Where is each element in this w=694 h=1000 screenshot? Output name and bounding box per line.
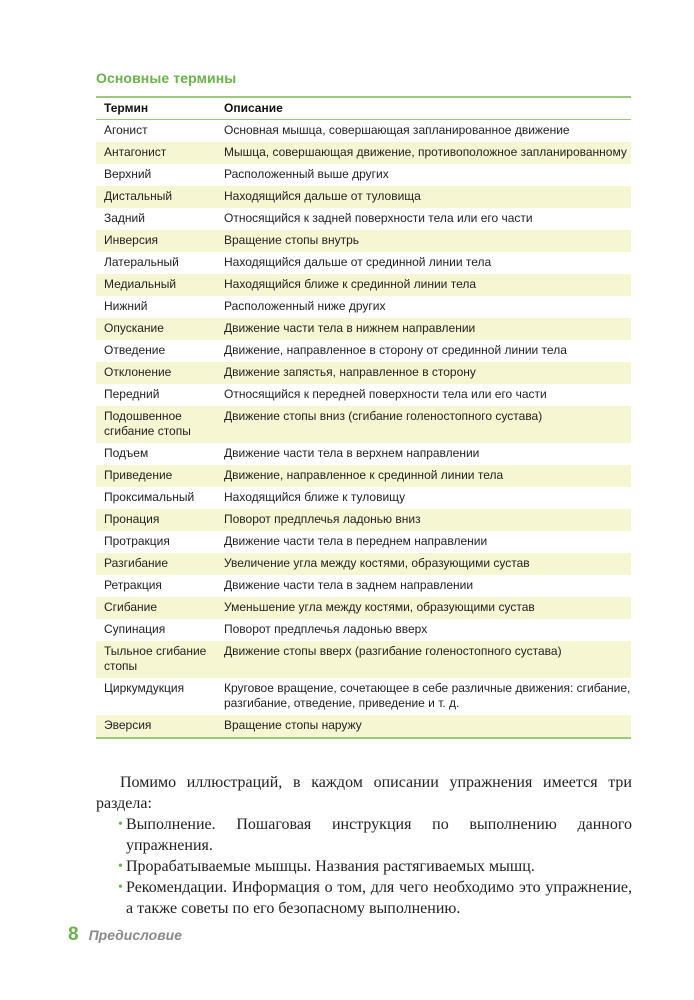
- table-row: [96, 619, 631, 641]
- bullet-icon: •: [118, 880, 123, 895]
- page-footer: [68, 924, 182, 946]
- table-row: [96, 142, 631, 164]
- list-item: [96, 856, 632, 877]
- description-cell: Движение стопы вверх (разгибание голеностопного сустава): [224, 644, 562, 658]
- description-cell: Движение, направленное к срединной линии тела: [224, 468, 504, 482]
- description-cell: Круговое вращение, сочетающее в себе различные движения: сгибание, разгибание, отведение, приведение и т. д.: [224, 681, 631, 710]
- list-item-text: Прорабатываемые мышцы. Названия растягиваемых мышц.: [126, 858, 535, 875]
- header-description: Описание: [224, 101, 283, 115]
- term-cell: Отклонение: [104, 365, 172, 379]
- description-cell: Движение, направленное в сторону от срединной линии тела: [224, 343, 567, 357]
- description-cell: Основная мышца, совершающая запланированное движение: [224, 123, 570, 137]
- description-cell: Находящийся ближе к туловищу: [224, 490, 406, 504]
- table-row: [96, 362, 631, 384]
- description-cell: Движение части тела в переднем направлении: [224, 534, 488, 548]
- term-cell: Задний: [104, 211, 145, 225]
- description-cell: Поворот предплечья ладонью вниз: [224, 512, 421, 526]
- description-cell: Относящийся к задней поверхности тела или его части: [224, 211, 533, 225]
- table-row: [96, 384, 631, 406]
- body-text: [96, 772, 632, 919]
- description-cell: Движение части тела в верхнем направлении: [224, 446, 480, 460]
- term-cell: Ретракция: [104, 578, 162, 592]
- description-cell: Находящийся дальше от туловища: [224, 189, 421, 203]
- table-row: [96, 715, 631, 738]
- chapter-title: Предисловие: [88, 927, 183, 943]
- table-row: [96, 443, 631, 465]
- terms-table: [96, 96, 631, 739]
- table-row: [96, 318, 631, 340]
- bullet-icon: •: [118, 817, 123, 832]
- description-cell: Находящийся дальше от срединной линии тела: [224, 255, 492, 269]
- section-title: Основные термины: [96, 70, 237, 86]
- description-cell: Мышца, совершающая движение, противоположное запланированному: [224, 145, 627, 159]
- description-cell: Движение части тела в заднем направлении: [224, 578, 474, 592]
- term-cell: Разгибание: [104, 556, 169, 570]
- table-row: [96, 597, 631, 619]
- term-cell: Приведение: [104, 468, 173, 482]
- list-item-text: Выполнение. Пошаговая инструкция по выполнению данного упражнения.: [126, 816, 632, 854]
- table-row: [96, 509, 631, 531]
- term-cell: Тыльное сгибание стопы: [104, 644, 207, 673]
- table-row: [96, 406, 631, 443]
- term-cell: Пронация: [104, 512, 160, 526]
- table-row: [96, 340, 631, 362]
- table-row: [96, 252, 631, 274]
- term-cell: Дистальный: [104, 189, 173, 203]
- term-cell: Подъем: [104, 446, 149, 460]
- table-row: [96, 487, 631, 509]
- table-row: [96, 186, 631, 208]
- description-cell: Вращение стопы наружу: [224, 718, 362, 732]
- table-row: [96, 296, 631, 318]
- description-cell: Находящийся ближе к срединной линии тела: [224, 277, 477, 291]
- list-item: [96, 814, 632, 856]
- term-cell: Супинация: [104, 622, 166, 636]
- term-cell: Подошвенное сгибание стопы: [104, 409, 191, 438]
- sections-list: [96, 814, 632, 919]
- bullet-icon: •: [118, 859, 123, 874]
- page-number: 8: [68, 924, 79, 945]
- intro-paragraph: Помимо иллюстраций, в каждом описании упражнения имеется три раздела:: [96, 774, 632, 812]
- table-header-row: [96, 97, 631, 120]
- list-item-text: Рекомендации. Информация о том, для чего необходимо это упражнение, а также советы по его безопасному выполнению.: [126, 879, 632, 917]
- term-cell: Латеральный: [104, 255, 179, 269]
- description-cell: Увеличение угла между костями, образующими сустав: [224, 556, 530, 570]
- table-row: [96, 164, 631, 186]
- table-row: [96, 678, 631, 715]
- table-row: [96, 465, 631, 487]
- term-cell: Эверсия: [104, 718, 152, 732]
- table-row: [96, 120, 631, 143]
- description-cell: Движение части тела в нижнем направлении: [224, 321, 476, 335]
- table-row: [96, 274, 631, 296]
- description-cell: Движение запястья, направленное в сторону: [224, 365, 476, 379]
- list-item: [96, 877, 632, 919]
- description-cell: Расположенный выше других: [224, 167, 389, 181]
- term-cell: Нижний: [104, 299, 148, 313]
- term-cell: Верхний: [104, 167, 152, 181]
- term-cell: Инверсия: [104, 233, 159, 247]
- description-cell: Расположенный ниже других: [224, 299, 386, 313]
- term-cell: Передний: [104, 387, 160, 401]
- term-cell: Медиальный: [104, 277, 177, 291]
- terms-table-body: [96, 120, 631, 739]
- header-term: Термин: [104, 101, 149, 115]
- term-cell: Циркумдукция: [104, 681, 185, 695]
- table-row: [96, 230, 631, 252]
- term-cell: Отведение: [104, 343, 166, 357]
- term-cell: Опускание: [104, 321, 164, 335]
- description-cell: Относящийся к передней поверхности тела или его части: [224, 387, 547, 401]
- term-cell: Проксимальный: [104, 490, 195, 504]
- description-cell: Движение стопы вниз (сгибание голеностопного сустава): [224, 409, 543, 423]
- term-cell: Сгибание: [104, 600, 158, 614]
- table-row: [96, 208, 631, 230]
- term-cell: Антагонист: [104, 145, 167, 159]
- description-cell: Поворот предплечья ладонью вверх: [224, 622, 428, 636]
- term-cell: Агонист: [104, 123, 148, 137]
- description-cell: Вращение стопы внутрь: [224, 233, 360, 247]
- table-row: [96, 531, 631, 553]
- table-row: [96, 575, 631, 597]
- term-cell: Протракция: [104, 534, 170, 548]
- description-cell: Уменьшение угла между костями, образующими сустав: [224, 600, 535, 614]
- table-row: [96, 553, 631, 575]
- table-row: [96, 641, 631, 678]
